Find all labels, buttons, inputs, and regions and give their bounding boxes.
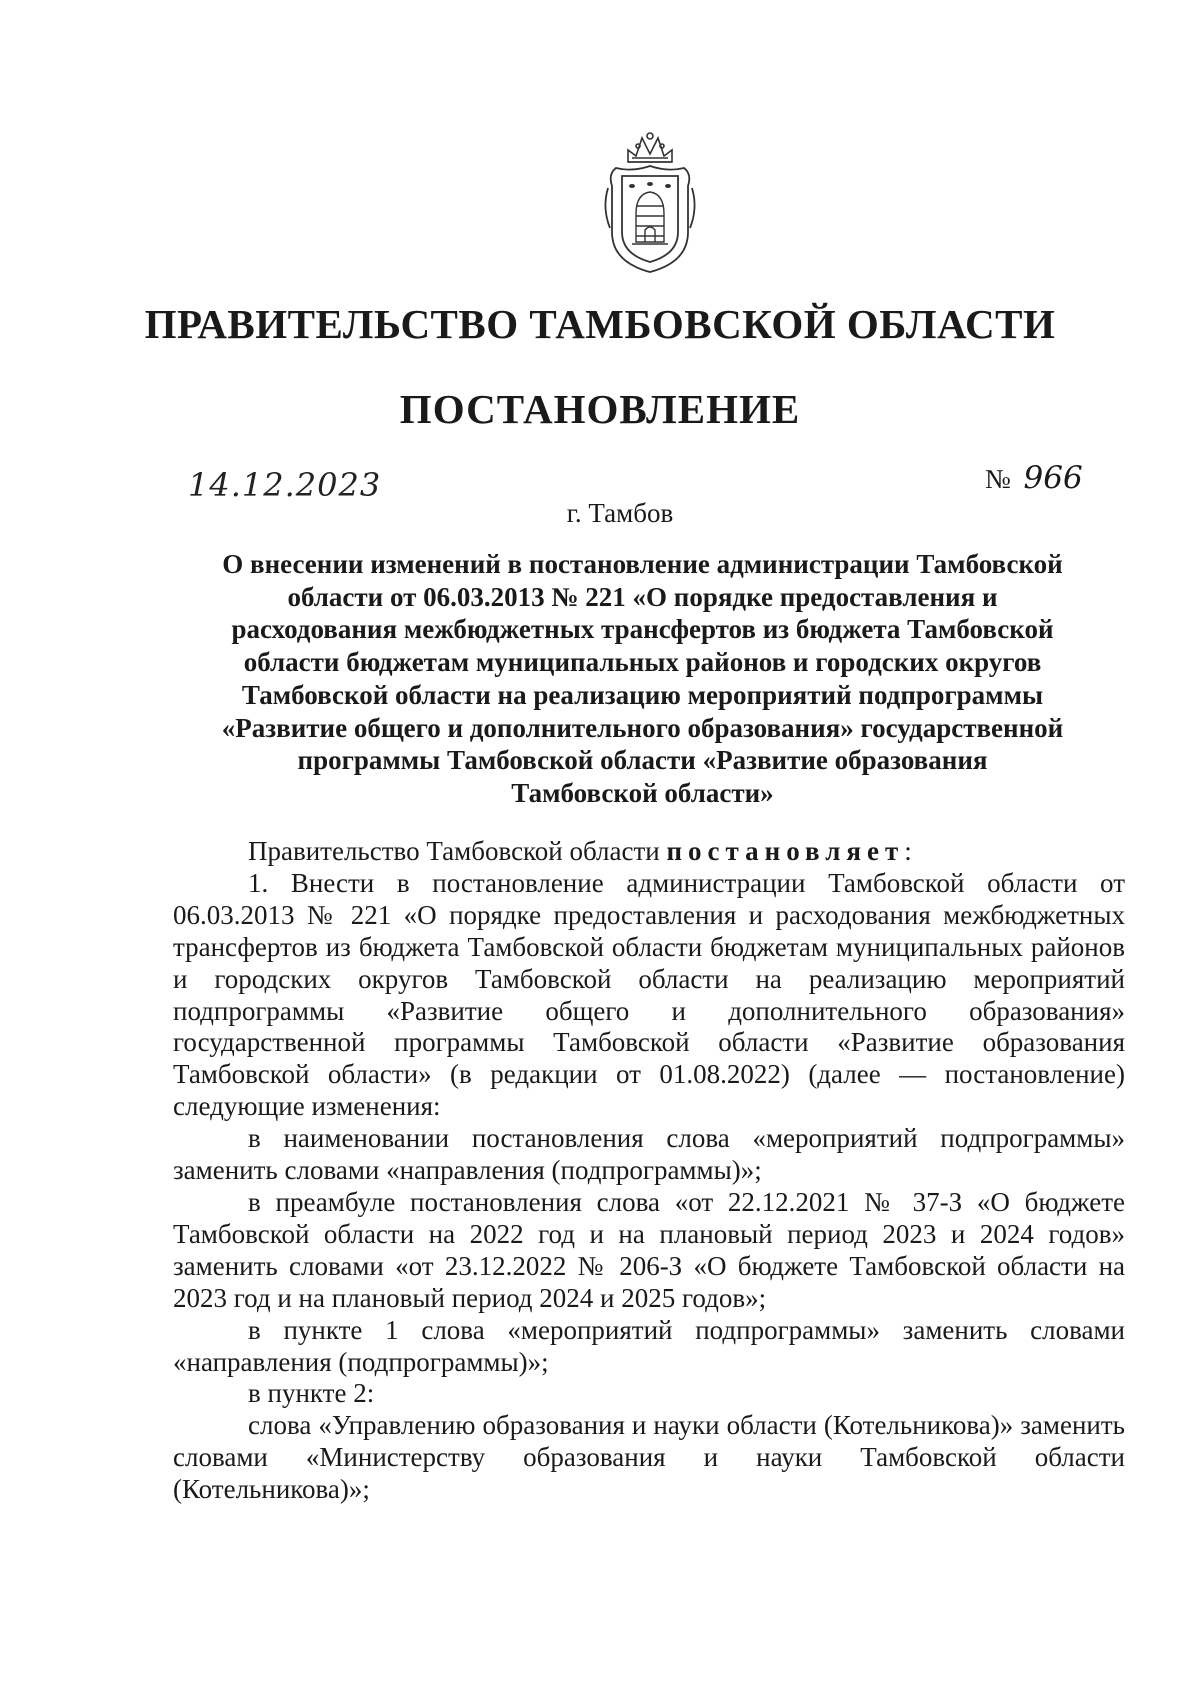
document-number-block [985,460,1083,496]
organization-title: ПРАВИТЕЛЬСТВО ТАМБОВСКОЙ ОБЛАСТИ [144,301,1056,347]
intro-suffix: : [904,836,912,866]
city-line: г. Тамбов [566,498,674,528]
body-paragraph: 1. Внести в постановление администрации Тамбовской области от 06.03.2013 № 221 «О порядке предоставления и расходования межбюджетных трансфертов из бюджета Тамбовской области бюджетам муниципальных районов и городских округов Тамбовской области на реализацию мероприятий подпрограммы «Развитие общего и дополнительного образования» государственной программы Тамбовской области «Развитие образования Тамбовской области» (в редакции от 01.08.2022) (далее — постановление) следующие изменения: [173,867,1125,1122]
subject-line: области бюджетам муниципальных районов и городских округов [243,647,1042,678]
document-date: 14.12.2023 [188,466,382,504]
document-body [173,836,1125,1506]
intro-paragraph [173,836,1125,868]
subject-line: области от 06.03.2013 № 221 «О порядке предоставления и [287,581,998,612]
coat-of-arms-emblem [598,128,702,276]
subject-line: «Развитие общего и дополнительного образования» государственной [221,712,1064,743]
subject-line: Тамбовской области» [511,777,774,808]
subject-line: О внесении изменений в постановление администрации Тамбовской [222,549,1063,579]
body-paragraph: в наименовании постановления слова «мероприятий подпрограммы» заменить словами «направления (подпрограммы)»; [173,1123,1125,1186]
body-paragraph: в преамбуле постановления слова «от 22.12.2021 № 37-З «О бюджете Тамбовской области на 2022 год и на плановый период 2023 и 2024 годов» заменить словами «от 23.12.2022 № 206-З «О бюджете Тамбовской области на 2023 год и на плановый период 2024 и 2025 годов»; [173,1186,1125,1313]
subject-line: программы Тамбовской области «Развитие образования [297,745,988,776]
body-paragraph: в пункте 2: [248,1378,375,1409]
body-paragraph: в пункте 1 слова «мероприятий подпрограммы» заменить словами «направления (подпрограммы)»; [173,1314,1125,1377]
document-number: 966 [1023,460,1083,496]
number-sign: № [985,464,1011,494]
intro-prefix: Правительство Тамбовской области [248,836,660,866]
document-subject [175,548,1110,810]
document-type-heading: ПОСТАНОВЛЕНИЕ [399,386,801,432]
subject-line: расходования межбюджетных трансфертов из бюджета Тамбовской [231,614,1054,645]
subject-line: Тамбовской области на реализацию мероприятий подпрограммы [241,679,1044,710]
intro-decree-word: постановляет [666,836,905,866]
body-paragraph: слова «Управлению образования и науки области (Котельникова)» заменить словами «Министерству образования и науки Тамбовской области (Котельникова)»; [173,1410,1125,1505]
